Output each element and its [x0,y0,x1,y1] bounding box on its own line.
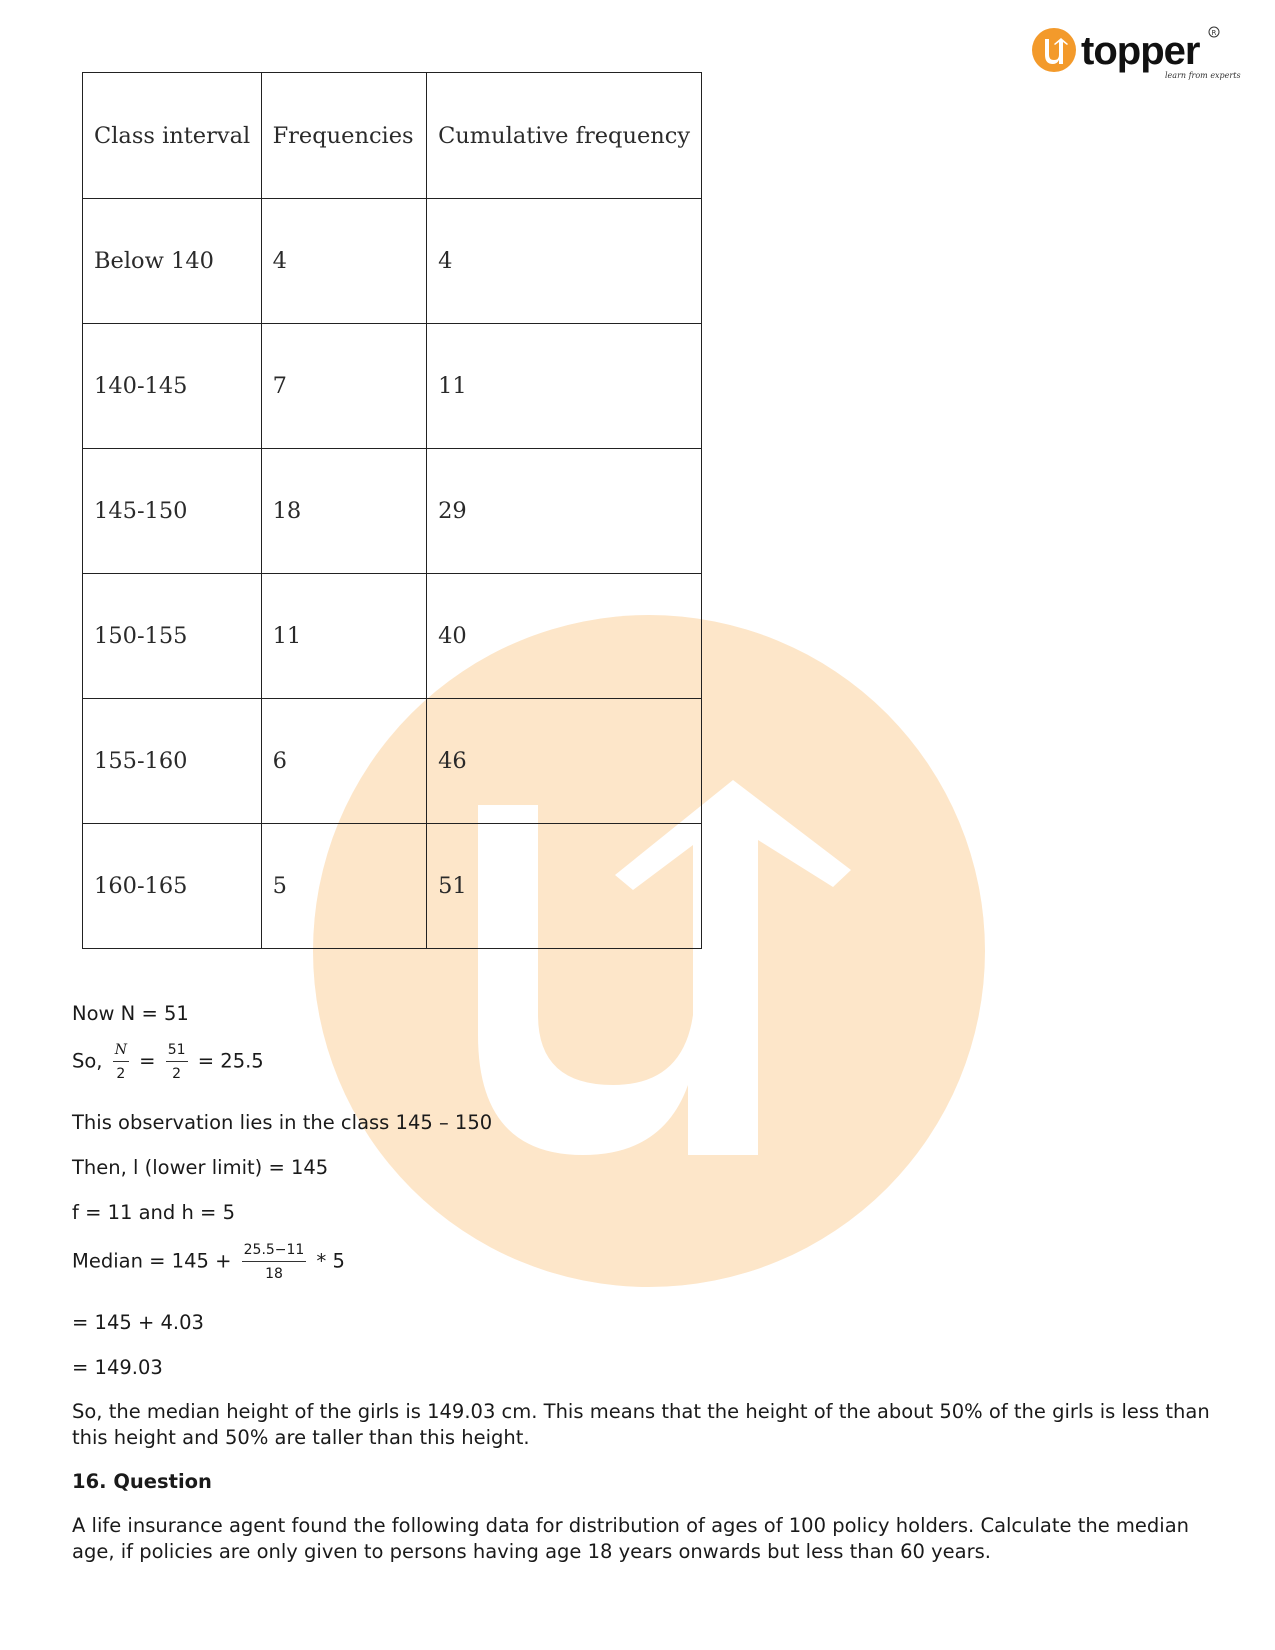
cell-frequency: 5 [261,824,427,949]
median-prefix: Median = 145 + [72,1249,232,1273]
table-row [83,824,702,949]
fraction-denominator: 2 [172,1066,182,1082]
frequency-table [82,72,702,949]
fraction-n-over-2 [113,1042,129,1082]
svg-text:R: R [1211,29,1217,37]
fraction-numerator: 51 [166,1042,188,1062]
lower-limit-line: Then, l (lower limit) = 145 [72,1156,329,1179]
half-n-result: = 25.5 [197,1049,264,1073]
cell-class-interval: 140-145 [83,324,262,449]
header-cumulative-frequency: Cumulative frequency [427,73,702,199]
median-fraction [242,1242,307,1282]
median-formula [72,1242,345,1282]
table-row [83,199,702,324]
table-row [83,574,702,699]
median-suffix: * 5 [316,1249,345,1273]
class-observation-line: This observation lies in the class 145 – 150 [72,1111,493,1134]
half-n-equation [72,1042,264,1082]
svg-text:topper: topper [1081,29,1200,73]
so-prefix: So, [72,1049,103,1073]
header-class-interval: Class interval [83,73,262,199]
total-n-line: Now N = 51 [72,1002,189,1025]
conclusion-paragraph: So, the median height of the girls is 149.03 cm. This means that the height of the about 50% of the girls is less than this height and 50% are taller than this height. [72,1400,1210,1449]
cell-frequency: 18 [261,449,427,574]
cell-class-interval: Below 140 [83,199,262,324]
fraction-denominator: 2 [116,1066,126,1082]
cell-cumulative-frequency: 11 [427,324,702,449]
cell-frequency: 11 [261,574,427,699]
fraction-51-over-2 [166,1042,188,1082]
cell-cumulative-frequency: 40 [427,574,702,699]
cell-class-interval: 155-160 [83,699,262,824]
fraction-numerator: 25.5−11 [242,1242,307,1262]
table-row [83,699,702,824]
header-frequencies: Frequencies [261,73,427,199]
median-step-1: = 145 + 4.03 [72,1311,204,1334]
fraction-denominator: 18 [265,1266,283,1282]
cell-cumulative-frequency: 29 [427,449,702,574]
table-header-row [83,73,702,199]
equals-sign: = [139,1049,156,1073]
svg-text:learn from experts: learn from experts [1165,71,1241,80]
brand-logo [1030,22,1241,86]
cell-frequency: 7 [261,324,427,449]
cell-frequency: 6 [261,699,427,824]
question-text: A life insurance agent found the following data for distribution of ages of 100 policy holders. Calculate the median age, if policies are only given to persons having age 18 years onwards but less than 60 years. [72,1514,1190,1563]
cell-cumulative-frequency: 51 [427,824,702,949]
cell-frequency: 4 [261,199,427,324]
cell-class-interval: 145-150 [83,449,262,574]
table-row [83,324,702,449]
topper-logo-icon [1030,22,1241,86]
fraction-numerator: N [113,1042,129,1062]
table-row [83,449,702,574]
cell-cumulative-frequency: 46 [427,699,702,824]
cell-cumulative-frequency: 4 [427,199,702,324]
question-heading: 16. Question [72,1470,212,1493]
cell-class-interval: 160-165 [83,824,262,949]
f-h-line: f = 11 and h = 5 [72,1201,235,1224]
median-step-2: = 149.03 [72,1356,163,1379]
cell-class-interval: 150-155 [83,574,262,699]
